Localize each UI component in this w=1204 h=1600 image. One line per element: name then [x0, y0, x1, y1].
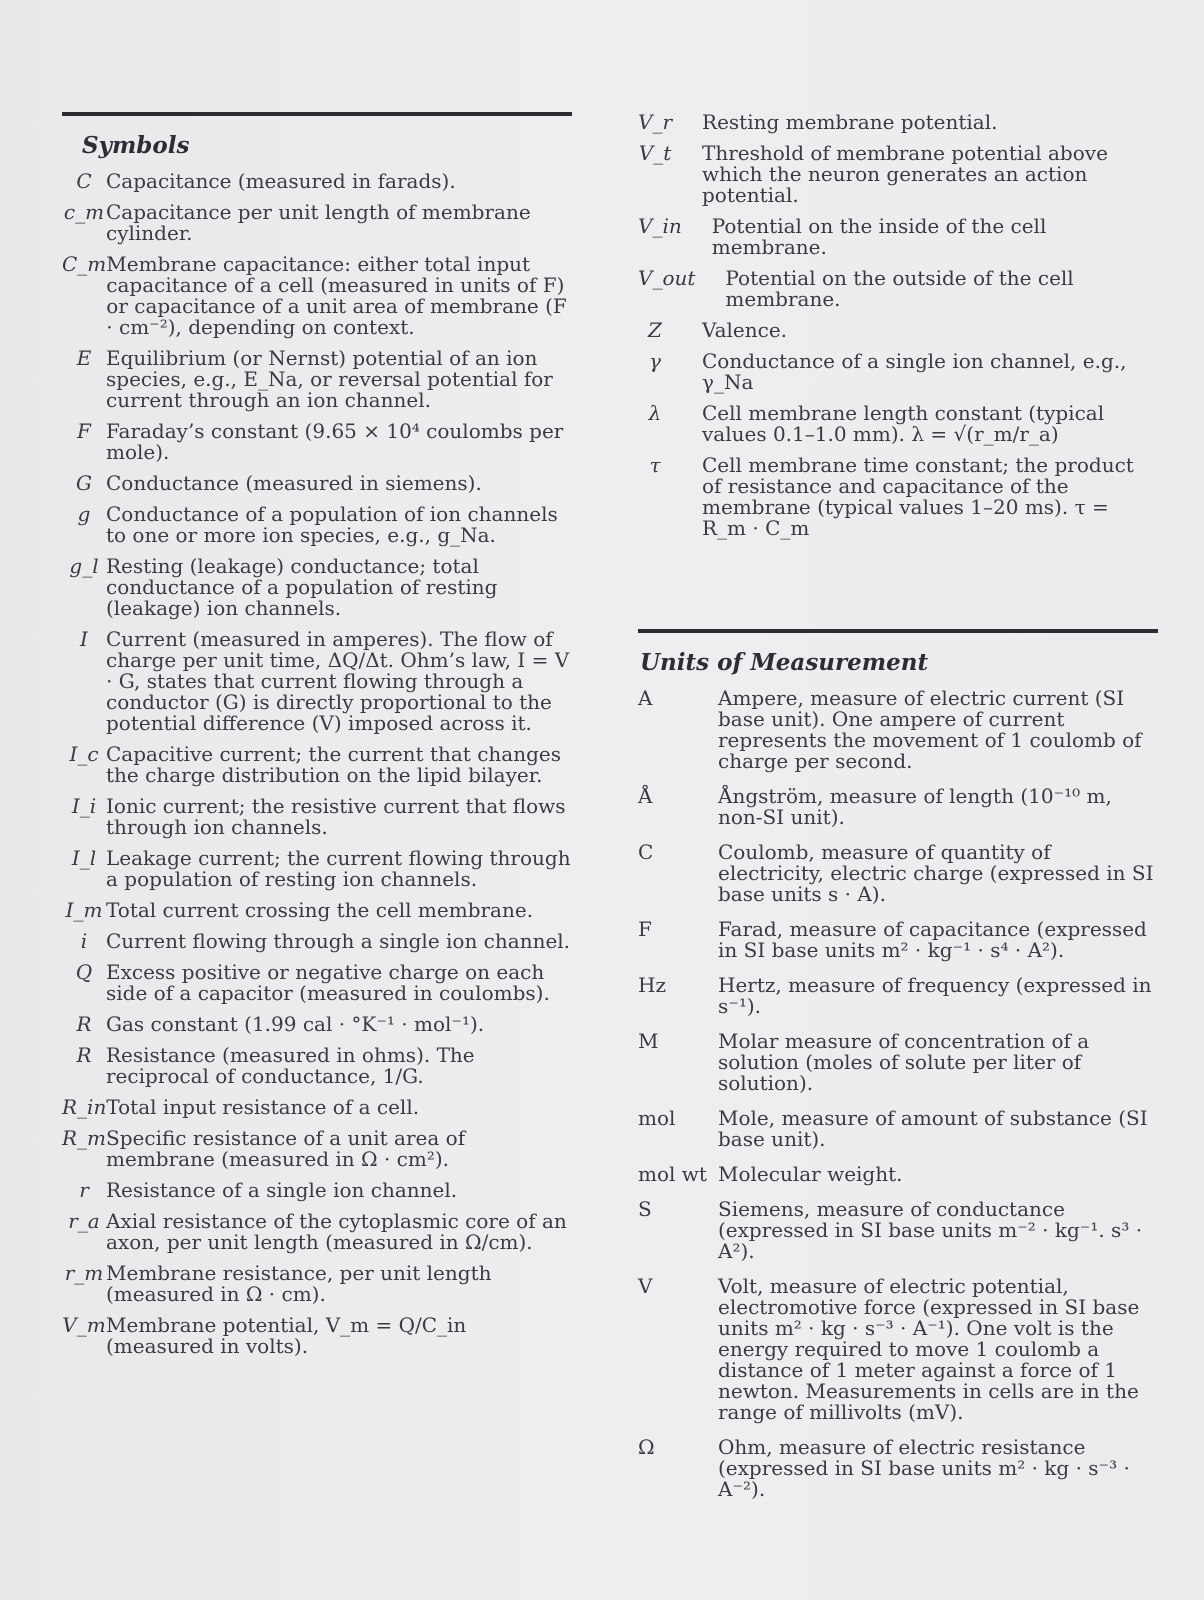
symbol-symbol: λ [648, 401, 662, 425]
unit-entry [638, 786, 1158, 828]
symbol-symbol: G [76, 471, 92, 495]
unit-symbol: mol [638, 1106, 676, 1130]
unit-description: Volt, measure of electric potential, electromotive force (expressed in SI base units m² · kg · s⁻³ · A⁻¹). One volt is the energy required to move 1 coulomb a distance of 1 meter against a force of 1 newton. Measurements in cells are in the range of millivolts (mV). [718, 1274, 1140, 1424]
symbol-entry [638, 455, 1158, 539]
symbol-description: Potential on the inside of the cell membrane. [711, 214, 1047, 259]
symbol-entry [62, 1211, 572, 1253]
symbol-entry [638, 143, 1158, 206]
symbol-symbol: F [77, 419, 91, 443]
symbol-entry [62, 796, 572, 838]
unit-symbol: mol wt [638, 1162, 707, 1186]
symbol-entry [62, 848, 572, 890]
unit-symbol: C [638, 840, 654, 864]
symbol-description: Leakage current; the current flowing through a population of resting ion channels. [106, 846, 571, 891]
symbol-description: Threshold of membrane potential above which the neuron generates an action potential. [702, 141, 1108, 207]
symbol-description: Axial resistance of the cytoplasmic core of an axon, per unit length (measured in Ω/cm). [106, 1209, 567, 1254]
symbol-symbol: V_out [638, 266, 696, 290]
symbol-entry [62, 171, 572, 192]
symbols-section [62, 112, 572, 1367]
units-list [638, 688, 1158, 1500]
symbol-symbol: V_m [62, 1313, 106, 1337]
symbol-description: Cell membrane time constant; the product of resistance and capacitance of the membrane (typical values 1–20 ms). τ = R_m · C_m [702, 453, 1134, 540]
unit-entry [638, 975, 1158, 1017]
symbol-description: Valence. [702, 318, 788, 342]
symbol-description: Resting membrane potential. [702, 110, 998, 134]
symbol-symbol: r [79, 1178, 89, 1202]
symbol-description: Capacitance per unit length of membrane cylinder. [106, 200, 531, 245]
symbol-symbol: i [80, 929, 88, 953]
symbol-symbol: Z [648, 318, 662, 342]
symbol-symbol: E [76, 346, 92, 370]
unit-symbol: V [638, 1274, 653, 1298]
unit-entry [638, 1437, 1158, 1500]
section-rule [62, 112, 572, 116]
symbol-symbol: r_a [68, 1209, 100, 1233]
symbol-description: Equilibrium (or Nernst) potential of an ion species, e.g., E_Na, or reversal potential for current through an ion channel. [106, 346, 553, 412]
symbol-description: Current (measured in amperes). The flow of charge per unit time, ΔQ/Δt. Ohm’s law, I = V · G, states that current flowing through a conductor (G) is directly proportional to the potential difference (V) imposed across it. [106, 627, 570, 735]
symbol-entry [62, 962, 572, 1004]
unit-symbol: Å [638, 784, 653, 808]
symbol-entry [62, 504, 572, 546]
symbol-entry [62, 1097, 572, 1118]
symbol-entry [62, 473, 572, 494]
symbol-description: Total input resistance of a cell. [106, 1095, 420, 1119]
symbol-symbol: g [77, 502, 91, 526]
symbol-description: Excess positive or negative charge on each side of a capacitor (measured in coulombs). [106, 960, 550, 1005]
symbol-symbol: R_m [62, 1126, 107, 1150]
symbol-description: Potential on the outside of the cell membrane. [725, 266, 1074, 311]
unit-description: Ångström, measure of length (10⁻¹⁰ m, non-SI unit). [718, 784, 1112, 829]
symbol-entry [62, 348, 572, 411]
symbol-entry [62, 744, 572, 786]
unit-description: Hertz, measure of frequency (expressed in s⁻¹). [718, 973, 1152, 1018]
unit-symbol: S [638, 1197, 652, 1221]
symbol-symbol: c_m [63, 200, 105, 224]
symbol-symbol: g_l [69, 554, 99, 578]
symbol-description: Resistance (measured in ohms). The reciprocal of conductance, 1/G. [106, 1043, 475, 1088]
symbol-description: Membrane capacitance: either total input capacitance of a cell (measured in units of F) or capacitance of a unit area of membrane (F · cm⁻²), depending on context. [106, 252, 567, 339]
symbol-symbol: R_in [62, 1095, 107, 1119]
unit-entry [638, 919, 1158, 961]
unit-description: Molecular weight. [718, 1162, 903, 1186]
section-title: Symbols [82, 132, 190, 159]
symbol-description: Membrane potential, V_m = Q/C_in (measured in volts). [106, 1313, 467, 1358]
symbol-entry [62, 1014, 572, 1035]
symbol-symbol: C_m [62, 252, 107, 276]
symbol-symbol: I_l [71, 846, 97, 870]
symbol-description: Capacitance (measured in farads). [106, 169, 456, 193]
symbol-description: Current flowing through a single ion channel. [106, 929, 571, 953]
symbol-description: Membrane resistance, per unit length (measured in Ω · cm). [106, 1261, 492, 1306]
symbol-entry [62, 1180, 572, 1201]
symbol-entry [638, 320, 1158, 341]
unit-entry [638, 1031, 1158, 1094]
symbol-description: Faraday’s constant (9.65 × 10⁴ coulombs per mole). [106, 419, 564, 464]
unit-description: Molar measure of concentration of a solution (moles of solute per liter of solution). [718, 1029, 1090, 1095]
unit-description: Siemens, measure of conductance (expressed in SI base units m⁻² · kg⁻¹. s³ · A²). [718, 1197, 1143, 1263]
unit-description: Ampere, measure of electric current (SI base unit). One ampere of current represents the movement of 1 coulomb of charge per second. [718, 686, 1142, 773]
unit-symbol: Ω [638, 1435, 655, 1459]
symbols-continued-list [638, 112, 1158, 539]
unit-symbol: F [638, 917, 652, 941]
symbol-description: Conductance of a population of ion channels to one or more ion species, e.g., g_Na. [106, 502, 558, 547]
symbol-entry [62, 421, 572, 463]
symbol-symbol: I [80, 627, 88, 651]
symbol-entry [638, 216, 1158, 258]
unit-entry [638, 1164, 1158, 1185]
symbol-description: Resting (leakage) conductance; total conductance of a population of resting (leakage) ion channels. [106, 554, 498, 620]
symbol-symbol: R [76, 1043, 92, 1067]
symbol-symbol: R [76, 1012, 92, 1036]
symbol-entry [62, 1045, 572, 1087]
symbol-entry [62, 1128, 572, 1170]
unit-description: Mole, measure of amount of substance (SI base unit). [718, 1106, 1148, 1151]
right-column [638, 112, 1158, 1514]
symbol-symbol: r_m [64, 1261, 104, 1285]
unit-symbol: M [638, 1029, 659, 1053]
unit-entry [638, 1276, 1158, 1423]
unit-description: Farad, measure of capacitance (expressed in SI base units m² · kg⁻¹ · s⁴ · A²). [718, 917, 1147, 962]
symbol-entry [62, 900, 572, 921]
symbol-symbol: C [76, 169, 92, 193]
unit-entry [638, 688, 1158, 772]
section-title: Units of Measurement [640, 649, 929, 676]
symbol-entry [638, 268, 1158, 310]
symbol-entry [62, 1263, 572, 1305]
symbol-symbol: Q [75, 960, 93, 984]
symbol-entry [62, 931, 572, 952]
symbol-symbol: I_i [71, 794, 97, 818]
symbol-symbol: I_m [65, 898, 103, 922]
symbol-symbol: τ [649, 453, 661, 477]
unit-entry [638, 1108, 1158, 1150]
symbols-list [62, 171, 572, 1357]
unit-description: Coulomb, measure of quantity of electricity, electric charge (expressed in SI base units s · A). [718, 840, 1154, 906]
symbol-description: Gas constant (1.99 cal · °K⁻¹ · mol⁻¹). [106, 1012, 485, 1036]
symbol-symbol: V_in [638, 214, 682, 238]
symbol-entry [62, 1315, 572, 1357]
symbol-entry [62, 629, 572, 734]
symbol-symbol: V_t [638, 141, 672, 165]
unit-description: Ohm, measure of electric resistance (expressed in SI base units m² · kg · s⁻³ · A⁻²). [718, 1435, 1130, 1501]
symbol-entry [638, 403, 1158, 445]
symbol-description: Conductance of a single ion channel, e.g., γ_Na [702, 349, 1127, 394]
symbol-description: Cell membrane length constant (typical values 0.1–1.0 mm). λ = √(r_m/r_a) [702, 401, 1105, 446]
symbol-symbol: V_r [638, 110, 673, 134]
symbol-description: Ionic current; the resistive current that flows through ion channels. [106, 794, 566, 839]
unit-symbol: Hz [638, 973, 666, 997]
unit-entry [638, 842, 1158, 905]
symbol-description: Capacitive current; the current that changes the charge distribution on the lipid bilayer. [106, 742, 561, 787]
unit-entry [638, 1199, 1158, 1262]
symbol-description: Specific resistance of a unit area of membrane (measured in Ω · cm²). [106, 1126, 466, 1171]
symbol-entry [638, 112, 1158, 133]
symbol-symbol: I_c [69, 742, 99, 766]
section-rule [638, 629, 1158, 633]
symbol-entry [62, 556, 572, 619]
symbol-symbol: γ [649, 349, 661, 373]
symbol-description: Conductance (measured in siemens). [106, 471, 482, 495]
symbol-description: Total current crossing the cell membrane. [106, 898, 534, 922]
symbol-entry [62, 254, 572, 338]
symbol-description: Resistance of a single ion channel. [106, 1178, 458, 1202]
symbol-entry [62, 202, 572, 244]
symbol-entry [638, 351, 1158, 393]
unit-symbol: A [638, 686, 653, 710]
